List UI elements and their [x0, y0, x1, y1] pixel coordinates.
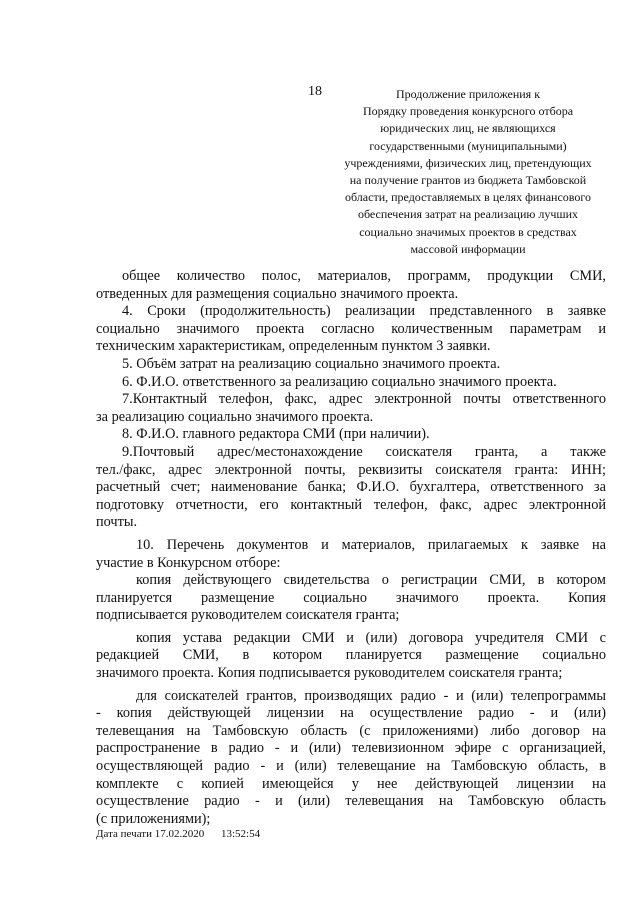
body-line: техническим характеристикам, определенным пунктом 3 заявки. [96, 338, 491, 355]
body-line: подготовку отчетности, его контактный телефон, факс, адрес электронной [96, 496, 606, 513]
header-line: учреждениями, физических лиц, претендующих [344, 155, 592, 170]
print-date: Дата печати 17.02.2020 [96, 828, 205, 840]
appendix-header [328, 86, 608, 258]
body-line: отведенных для размещения социально значимого проекта. [96, 285, 459, 302]
header-line: массовой информации [410, 241, 526, 256]
body-line: осуществляющей радио - и (или) телевещание на Тамбовскую область, в [96, 758, 606, 775]
header-line: обеспечения затрат на реализацию лучших [357, 207, 579, 222]
header-line: Продолжение приложения к [395, 87, 541, 101]
body-line: телевещания на Тамбовскую область (с приложениями) либо договор на [96, 722, 606, 739]
body-line: (с приложениями); [96, 810, 211, 827]
page-number: 18 [308, 84, 322, 99]
body-line: почты. [96, 514, 138, 531]
body-line: 5. Объём затрат на реализацию социально значимого проекта. [122, 355, 501, 372]
header-line: юридических лиц, не являющихся [380, 121, 556, 136]
document-body [96, 268, 606, 828]
body-line: общее количество полос, материалов, программ, продукции СМИ, [122, 268, 606, 284]
body-line: 8. Ф.И.О. главного редактора СМИ (при наличии). [122, 426, 430, 443]
body-line: для соискателей грантов, производящих радио - и (или) телепрограммы [136, 687, 606, 704]
body-line: 10. Перечень документов и материалов, прилагаемых к заявке на [136, 536, 606, 553]
body-line: 9.Почтовый адрес/местонахождение соискателя гранта, а также [122, 443, 606, 460]
body-line: участие в Конкурсном отборе: [96, 554, 281, 571]
body-line: социально значимого проекта согласно количественным параметрам и [96, 320, 606, 337]
body-line: распространение в радио - и (или) телевизионном эфире с организацией, [96, 740, 606, 757]
body-line: 7.Контактный телефон, факс, адрес электронной почты ответственного [122, 391, 606, 408]
header-line: Порядку проведения конкурсного отбора [362, 104, 574, 119]
body-line: - копия действующей лицензии на осуществление радио - и (или) [96, 705, 606, 722]
body-line: за реализацию социально значимого проекта. [96, 408, 374, 425]
print-footer [96, 828, 260, 840]
header-line: государственными (муниципальными) [369, 138, 567, 153]
body-line: редакцией СМИ, в котором планируется размещение социально [96, 647, 606, 664]
body-line: тел./факс, адрес электронной почты, реквизиты соискателя гранта: ИНН; [96, 461, 606, 478]
body-line: осуществление радио - и (или) телевещания на Тамбовскую область [96, 793, 606, 810]
print-time: 13:52:54 [221, 828, 261, 840]
header-line: социально значимых проектов в средствах [359, 224, 577, 239]
body-line: планируется размещение социально значимого проекта. Копия [96, 589, 606, 606]
header-line: области, предоставляемых в целях финансового [345, 190, 591, 205]
body-line: копия устава редакции СМИ и (или) договора учредителя СМИ с [136, 629, 606, 646]
body-line: подписывается руководителем соискателя гранта; [96, 607, 400, 624]
body-line: расчетный счет; наименование банка; Ф.И.О. бухгалтера, ответственного за [96, 479, 606, 496]
body-line: 4. Сроки (продолжительность) реализации представленного в заявке [122, 303, 606, 320]
body-line: значимого проекта. Копия подписывается руководителем соискателя гранта; [96, 665, 563, 682]
body-line: копия действующего свидетельства о регистрации СМИ, в котором [136, 572, 606, 589]
header-line: на получение грантов из бюджета Тамбовской [349, 173, 587, 188]
body-line: 6. Ф.И.О. ответственного за реализацию социально значимого проекта. [122, 373, 557, 390]
body-line: комплекте с копией имеющейся у нее действующей лицензии на [96, 775, 606, 792]
